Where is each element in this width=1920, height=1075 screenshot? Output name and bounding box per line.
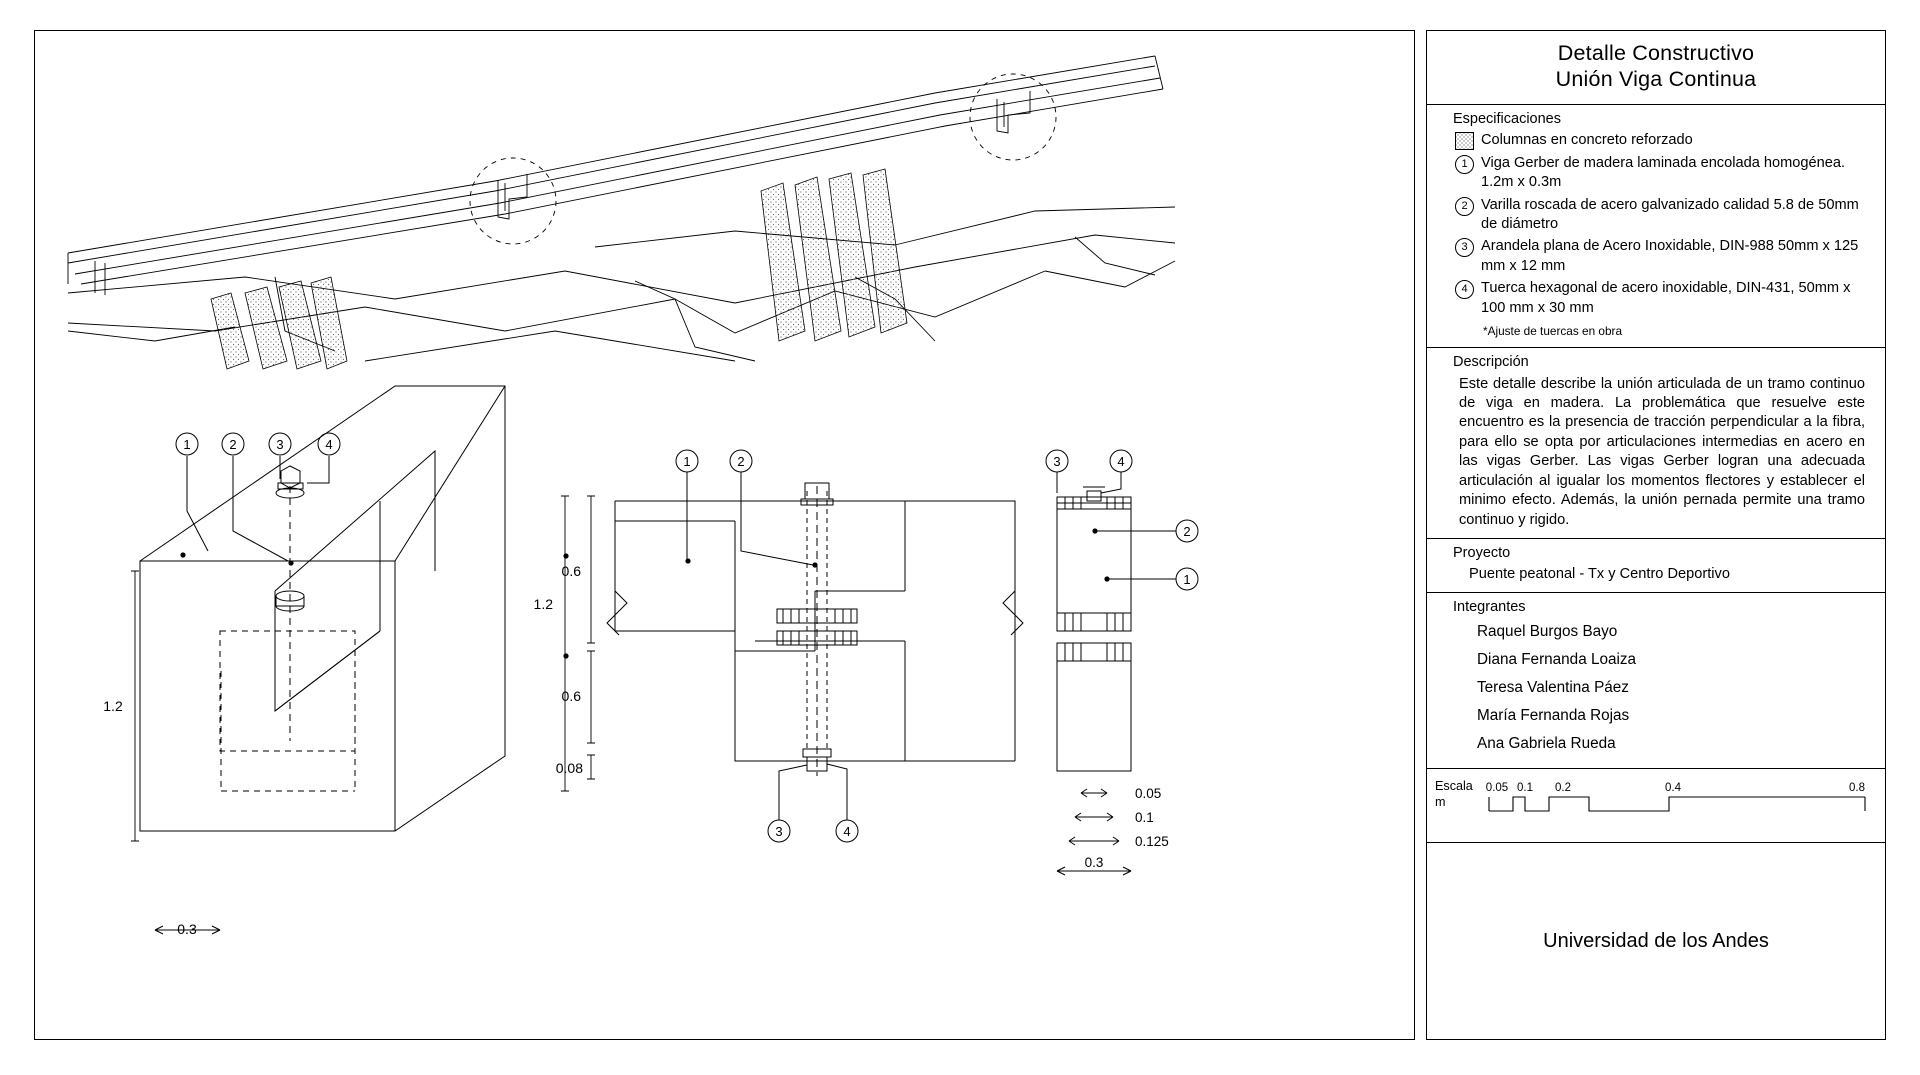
axon-callout-1: 1	[183, 437, 191, 452]
spec-text-concrete: Columnas en concreto reforzado	[1481, 132, 1693, 149]
circle-number-2-icon: 2	[1455, 197, 1474, 216]
sheet-title	[1427, 31, 1885, 105]
spec-item-4	[1427, 278, 1885, 320]
description-heading: Descripción	[1453, 353, 1529, 370]
technical-drawings	[35, 31, 1413, 1038]
spec-text-3: Arandela plana de Acero Inoxidable, DIN-988 50mm x 125 mm x 12 mm	[1481, 238, 1859, 274]
specifications-heading: Especificaciones	[1453, 110, 1561, 127]
axon-callout-2: 2	[229, 437, 237, 452]
perspective-view	[68, 56, 1175, 369]
sect-dim-0125: 0.125	[1135, 834, 1169, 849]
elev-callout-4: 4	[843, 824, 851, 839]
spec-item-2	[1427, 194, 1885, 236]
team-section	[1427, 593, 1885, 769]
elev-callout-2: 2	[737, 454, 745, 469]
elev-callout-3: 3	[775, 824, 783, 839]
scale-bar-graphic	[1485, 775, 1875, 837]
spec-marker-1	[1455, 154, 1481, 174]
scale-tick-4: 0.4	[1665, 782, 1681, 795]
axon-callout-4: 4	[325, 437, 333, 452]
elev-dim-upper: 0.6	[561, 563, 581, 579]
description-section	[1427, 348, 1885, 540]
axon-dim-height: 1.2	[103, 698, 123, 714]
circle-number-4-icon: 4	[1455, 280, 1474, 299]
sect-callout-1: 1	[1183, 572, 1191, 587]
spec-marker-2	[1455, 196, 1481, 216]
spec-text-2: Varilla roscada de acero galvanizado calidad 5.8 de 50mm de diámetro	[1481, 196, 1859, 232]
spec-item-1	[1427, 152, 1885, 194]
scale-label-line-2: m	[1435, 795, 1446, 810]
spec-item-concrete	[1427, 130, 1885, 152]
sect-callout-4: 4	[1117, 454, 1125, 469]
scale-tick-1: 0.05	[1485, 782, 1509, 795]
sheet-title-line-1: Detalle Constructivo	[1557, 41, 1755, 65]
project-heading: Proyecto	[1453, 545, 1511, 562]
axon-dim-width: 0.3	[177, 921, 197, 937]
project-section	[1427, 539, 1885, 593]
axonometric-view	[131, 386, 505, 934]
university-section	[1427, 843, 1885, 1039]
elev-dim-plate: 0.08	[555, 760, 583, 776]
sect-callout-2: 2	[1183, 524, 1191, 539]
spec-footnote: *Ajuste de tuercas en obra	[1483, 323, 1623, 338]
sheet-title-line-2: Unión Viga Continua	[1555, 67, 1757, 92]
sect-dim-03: 0.3	[1084, 855, 1104, 870]
scale-tick-3: 0.2	[1555, 782, 1571, 795]
section-view	[1046, 450, 1198, 875]
sect-callout-3: 3	[1053, 454, 1061, 469]
elevation-view	[561, 450, 1023, 842]
circle-number-1-icon: 1	[1455, 155, 1474, 174]
description-text: Este detalle describe la unión articulada de un tramo continuo de viga en madera. La problemática que resuelve este encuentro es la presencia de tracción perpendicular a la fibra, para ello se opta por articulaciones intermedias en acero en las vigas Gerber. Las vigas Gerber logran una adecuada articulación al igualar los momentos flectores y establecer el minimo efecto. Además, la unión pernada permite una tramo continuo y rigido.	[1459, 375, 1865, 528]
elev-dim-lower: 0.6	[561, 688, 581, 704]
team-member: Teresa Valentina Páez	[1477, 679, 1629, 697]
concrete-hatch-icon	[1455, 132, 1474, 150]
project-value: Puente peatonal - Tx y Centro Deportivo	[1469, 566, 1730, 583]
team-heading: Integrantes	[1453, 599, 1526, 616]
spec-marker-4	[1455, 279, 1481, 299]
scale-label-line-1: Escala	[1435, 779, 1473, 794]
team-member: Raquel Burgos Bayo	[1477, 623, 1618, 641]
scale-bar-section	[1427, 769, 1885, 843]
specifications-section	[1427, 105, 1885, 348]
spec-item-3	[1427, 236, 1885, 278]
elev-callout-1: 1	[683, 454, 691, 469]
axon-callout-3: 3	[276, 437, 284, 452]
team-member: María Fernanda Rojas	[1477, 707, 1630, 725]
scale-tick-5: 0.8	[1849, 782, 1865, 795]
sect-dim-01: 0.1	[1135, 810, 1154, 825]
elev-dim-total: 1.2	[533, 596, 553, 612]
title-block-panel	[1426, 30, 1886, 1040]
spec-text-4: Tuerca hexagonal de acero inoxidable, DIN-431, 50mm x 100 mm x 30 mm	[1481, 280, 1851, 316]
drawing-panel	[34, 30, 1415, 1040]
university-name: Universidad de los Andes	[1543, 929, 1769, 952]
spec-text-1: Viga Gerber de madera laminada encolada homogénea. 1.2m x 0.3m	[1481, 154, 1846, 191]
team-member: Ana Gabriela Rueda	[1477, 735, 1616, 753]
team-member: Diana Fernanda Loaiza	[1477, 651, 1637, 669]
spec-marker-3	[1455, 237, 1481, 257]
spec-marker-hatch	[1455, 131, 1481, 150]
scale-label	[1435, 779, 1473, 810]
circle-number-3-icon: 3	[1455, 238, 1474, 257]
scale-tick-2: 0.1	[1517, 782, 1533, 795]
sect-dim-005: 0.05	[1135, 786, 1162, 801]
